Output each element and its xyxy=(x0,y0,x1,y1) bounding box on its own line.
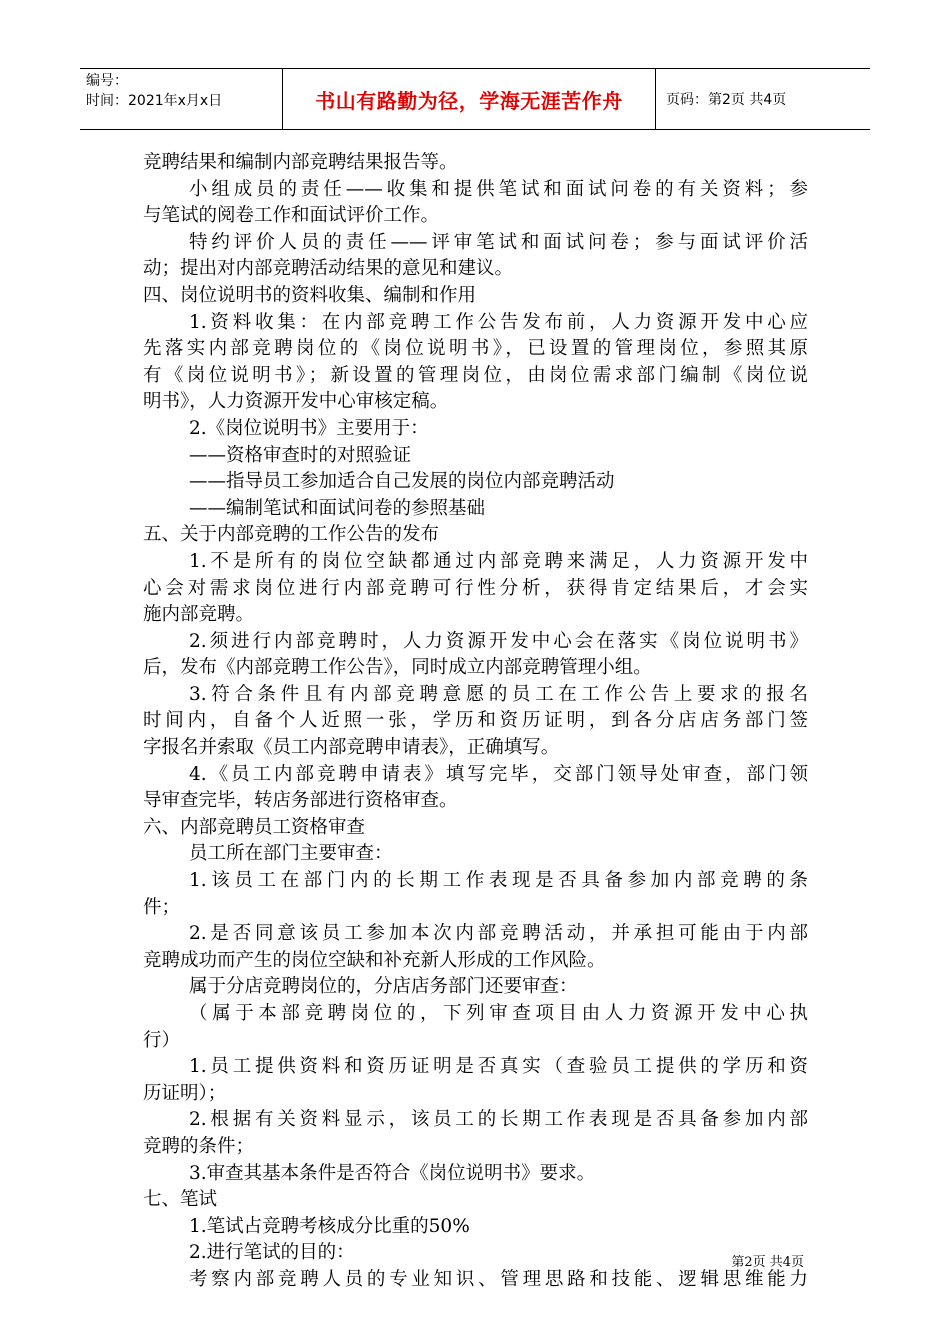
text-line: ——资格审查时的对照验证 xyxy=(189,444,412,466)
time-label: 时间：2021年x月x日 xyxy=(86,93,223,109)
text-line: 心会对需求岗位进行内部竞聘可行性分析，获得肯定结果后，才会实 xyxy=(143,577,808,599)
text-line: 2.《岗位说明书》主要用于： xyxy=(189,417,429,439)
text-line: 先落实内部竞聘岗位的《岗位说明书》，已设置的管理岗位，参照其原 xyxy=(143,338,808,360)
text-line: 施内部竞聘。 xyxy=(143,604,255,626)
text-line: 3.审查其基本条件是否符合《岗位说明书》要求。 xyxy=(189,1162,596,1184)
text-line: （属于本部竞聘岗位的，下列审查项目由人力资源开发中心执 xyxy=(189,1003,808,1024)
text-line: 历证明）； xyxy=(143,1082,227,1104)
text-line: 考察内部竞聘人员的专业知识、管理思路和技能、逻辑思维能力 xyxy=(189,1268,808,1290)
text-line: 与笔试的阅卷工作和面试评价工作。 xyxy=(143,205,440,227)
text-line: 2.是否同意该员工参加本次内部竞聘活动，并承担可能由于内部 xyxy=(189,923,808,945)
text-line: 竞聘结果和编制内部竞聘结果报告等。 xyxy=(143,152,458,173)
text-line: 后，发布《内部竞聘工作公告》，同时成立内部竞聘管理小组。 xyxy=(143,657,652,679)
section-heading: 五、关于内部竞聘的工作公告的发布 xyxy=(143,524,440,546)
section-heading: 六、内部竞聘员工资格审查 xyxy=(143,816,366,838)
text-line: 3.符合条件且有内部竞聘意愿的员工在工作公告上要求的报名 xyxy=(189,683,808,705)
text-line: 属于分店竞聘岗位的，分店店务部门还要审查： xyxy=(189,976,578,998)
text-line: ——编制笔试和面试问卷的参照基础 xyxy=(189,497,486,519)
text-line: 明书》，人力资源开发中心审核定稿。 xyxy=(143,391,449,413)
text-line: 1.不是所有的岗位空缺都通过内部竞聘来满足，人力资源开发中 xyxy=(189,550,808,572)
text-line: 导审查完毕，转店务部进行资格审查。 xyxy=(143,790,458,812)
text-line: 2.进行笔试的目的： xyxy=(189,1242,355,1264)
text-line: 小组成员的责任——收集和提供笔试和面试问卷的有关资料；参 xyxy=(189,178,808,200)
text-line: 时间内，自备个人近照一张，学历和资历证明，到各分店店务部门签 xyxy=(143,710,808,732)
text-line: 动；提出对内部竞聘活动结果的意见和建议。 xyxy=(143,258,514,280)
header-meta xyxy=(80,69,282,129)
text-line: 1.员工提供资料和资历证明是否真实（查验员工提供的学历和资 xyxy=(189,1056,808,1078)
text-line: 1.该员工在部门内的长期工作表现是否具备参加内部竞聘的条 xyxy=(189,870,808,892)
text-line: 4.《员工内部竞聘申请表》填写完毕，交部门领导处审查，部门领 xyxy=(189,763,808,785)
text-line: 件； xyxy=(143,896,181,918)
page-header xyxy=(80,68,870,130)
section-heading: 七、笔试 xyxy=(143,1189,218,1211)
header-motto-cell xyxy=(282,69,656,129)
section-heading: 四、岗位说明书的资料收集、编制和作用 xyxy=(143,284,477,306)
text-line: 竞聘成功而产生的岗位空缺和补充新人形成的工作风险。 xyxy=(143,949,606,971)
page-footer: 第2页 共4页 xyxy=(731,1255,804,1270)
text-line: ——指导员工参加适合自己发展的岗位内部竞聘活动 xyxy=(189,471,615,493)
document-body xyxy=(143,150,808,1294)
text-line: 特约评价人员的责任——评审笔试和面试问卷；参与面试评价活 xyxy=(189,231,808,253)
text-line: 竞聘的条件； xyxy=(143,1135,255,1157)
text-line: 2.根据有关资料显示，该员工的长期工作表现是否具备参加内部 xyxy=(189,1109,808,1131)
text-line: 行） xyxy=(143,1029,181,1051)
text-line: 有《岗位说明书》；新设置的管理岗位，由岗位需求部门编制《岗位说 xyxy=(143,364,808,386)
text-line: 2.须进行内部竞聘时，人力资源开发中心会在落实《岗位说明书》 xyxy=(189,630,808,652)
header-page-info: 页码：第2页 共4页 xyxy=(666,92,787,108)
text-line: 字报名并索取《员工内部竞聘申请表》，正确填写。 xyxy=(143,737,560,759)
text-line: 员工所在部门主要审查： xyxy=(189,843,393,865)
number-label: 编号： xyxy=(86,73,128,89)
text-line: 1.资料收集：在内部竞聘工作公告发布前，人力资源开发中心应 xyxy=(189,311,808,333)
text-line: 1.笔试占竞聘考核成分比重的50% xyxy=(189,1215,470,1237)
motto-text: 书山有路勤为径，学海无涯苦作舟 xyxy=(315,88,623,113)
